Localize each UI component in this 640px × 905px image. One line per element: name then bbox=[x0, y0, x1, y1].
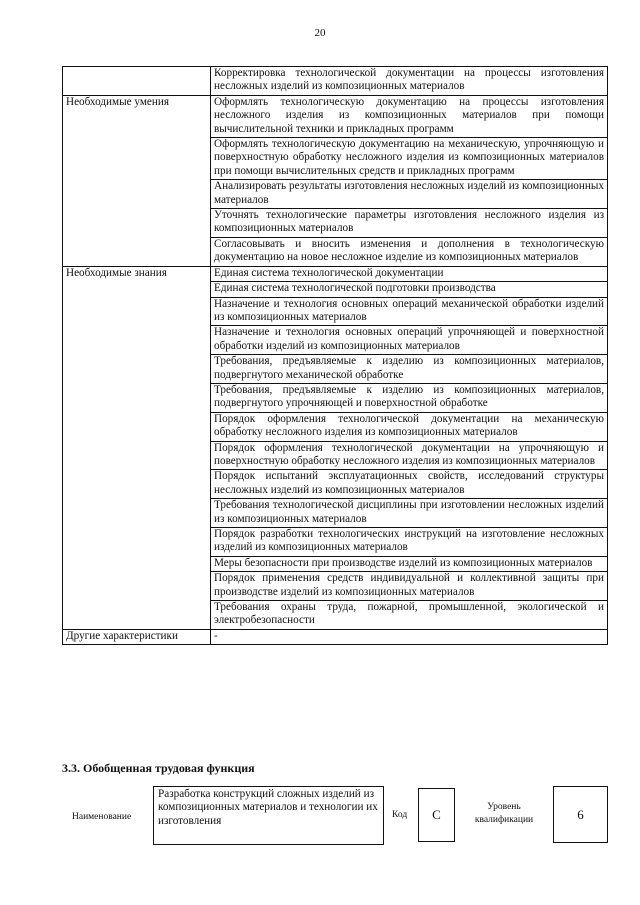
section-title: 3.3. Обобщенная трудовая функция bbox=[62, 761, 255, 775]
name-label: Наименование bbox=[72, 812, 132, 822]
row-text: Порядок испытаний эксплуатационных свойств, исследований структуры несложных изделий из композиционных материалов bbox=[211, 470, 608, 499]
code-value: С bbox=[418, 788, 455, 842]
other-row bbox=[63, 629, 608, 644]
level-label: Уровень квалификации bbox=[474, 802, 534, 825]
row-text: Уточнять технологические параметры изготовления несложного изделия из композиционных материалов bbox=[211, 209, 608, 238]
row-text: Оформлять технологическую документацию на механическую, упрочняющую и поверхностную обработку несложного изделия из композиционных материалов при помощи вычислительных средств и прикладных программ bbox=[211, 138, 608, 180]
row-text: Требования, предъявляемые к изделию из композиционных материалов, подвергнутого механической обработке bbox=[211, 355, 608, 384]
knowledge-row bbox=[63, 266, 608, 281]
row-text: Единая система технологической подготовки производства bbox=[211, 282, 608, 297]
row-label: Другие характеристики bbox=[63, 629, 211, 644]
row-text: Назначение и технология основных операций упрочняющей и поверхностной обработки изделий из композиционных материалов bbox=[211, 326, 608, 355]
row-text: Меры безопасности при производстве изделий из композиционных материалов bbox=[211, 556, 608, 571]
page-number: 20 bbox=[314, 27, 326, 39]
row-text: Согласовывать и вносить изменения и дополнения в технологическую документацию на новое несложное изделие из композиционных материалов bbox=[211, 237, 608, 266]
name-value: Разработка конструкций сложных изделий из композиционных материалов и технологии их изготовления bbox=[153, 786, 384, 845]
continuation-row bbox=[63, 67, 608, 96]
row-text: Порядок оформления технологической документации на механическую обработку несложного изделия из композиционных материалов bbox=[211, 412, 608, 441]
row-text: Назначение и технология основных операций механической обработки изделий из композиционных материалов bbox=[211, 297, 608, 326]
skills-row bbox=[63, 95, 608, 137]
row-text: Требования, предъявляемые к изделию из композиционных материалов, подвергнутого упрочняющей и поверхностной обработке bbox=[211, 383, 608, 412]
code-label: Код bbox=[392, 810, 408, 820]
row-text: Оформлять технологическую документацию на процессы изготовления несложного изделия из композиционных материалов при помощи вычислительной техники и прикладных программ bbox=[211, 95, 608, 137]
row-text: Требования охраны труда, пожарной, промышленной, экологической и электробезопасности bbox=[211, 601, 608, 630]
row-label: Необходимые умения bbox=[63, 95, 211, 266]
row-text: Анализировать результаты изготовления несложных изделий из композиционных материалов bbox=[211, 180, 608, 209]
labor-function-table bbox=[62, 66, 608, 645]
row-text: Требования технологической дисциплины при изготовлении несложных изделий из композиционных материалов bbox=[211, 499, 608, 528]
row-text: Порядок оформления технологической документации на упрочняющую и поверхностную обработку несложного изделия из композиционных материалов bbox=[211, 441, 608, 470]
row-label bbox=[63, 67, 211, 96]
row-label: Необходимые знания bbox=[63, 266, 211, 629]
row-text: - bbox=[211, 629, 608, 644]
row-text: Корректировка технологической документации на процессы изготовления несложных изделий из композиционных материалов bbox=[211, 67, 608, 96]
row-text: Порядок применения средств индивидуальной и коллективной защиты при производстве изделий из композиционных материалов bbox=[211, 572, 608, 601]
level-value: 6 bbox=[553, 786, 608, 843]
row-text: Порядок разработки технологических инструкций на изготовление несложных изделий из композиционных материалов bbox=[211, 528, 608, 557]
row-text: Единая система технологической документации bbox=[211, 266, 608, 281]
